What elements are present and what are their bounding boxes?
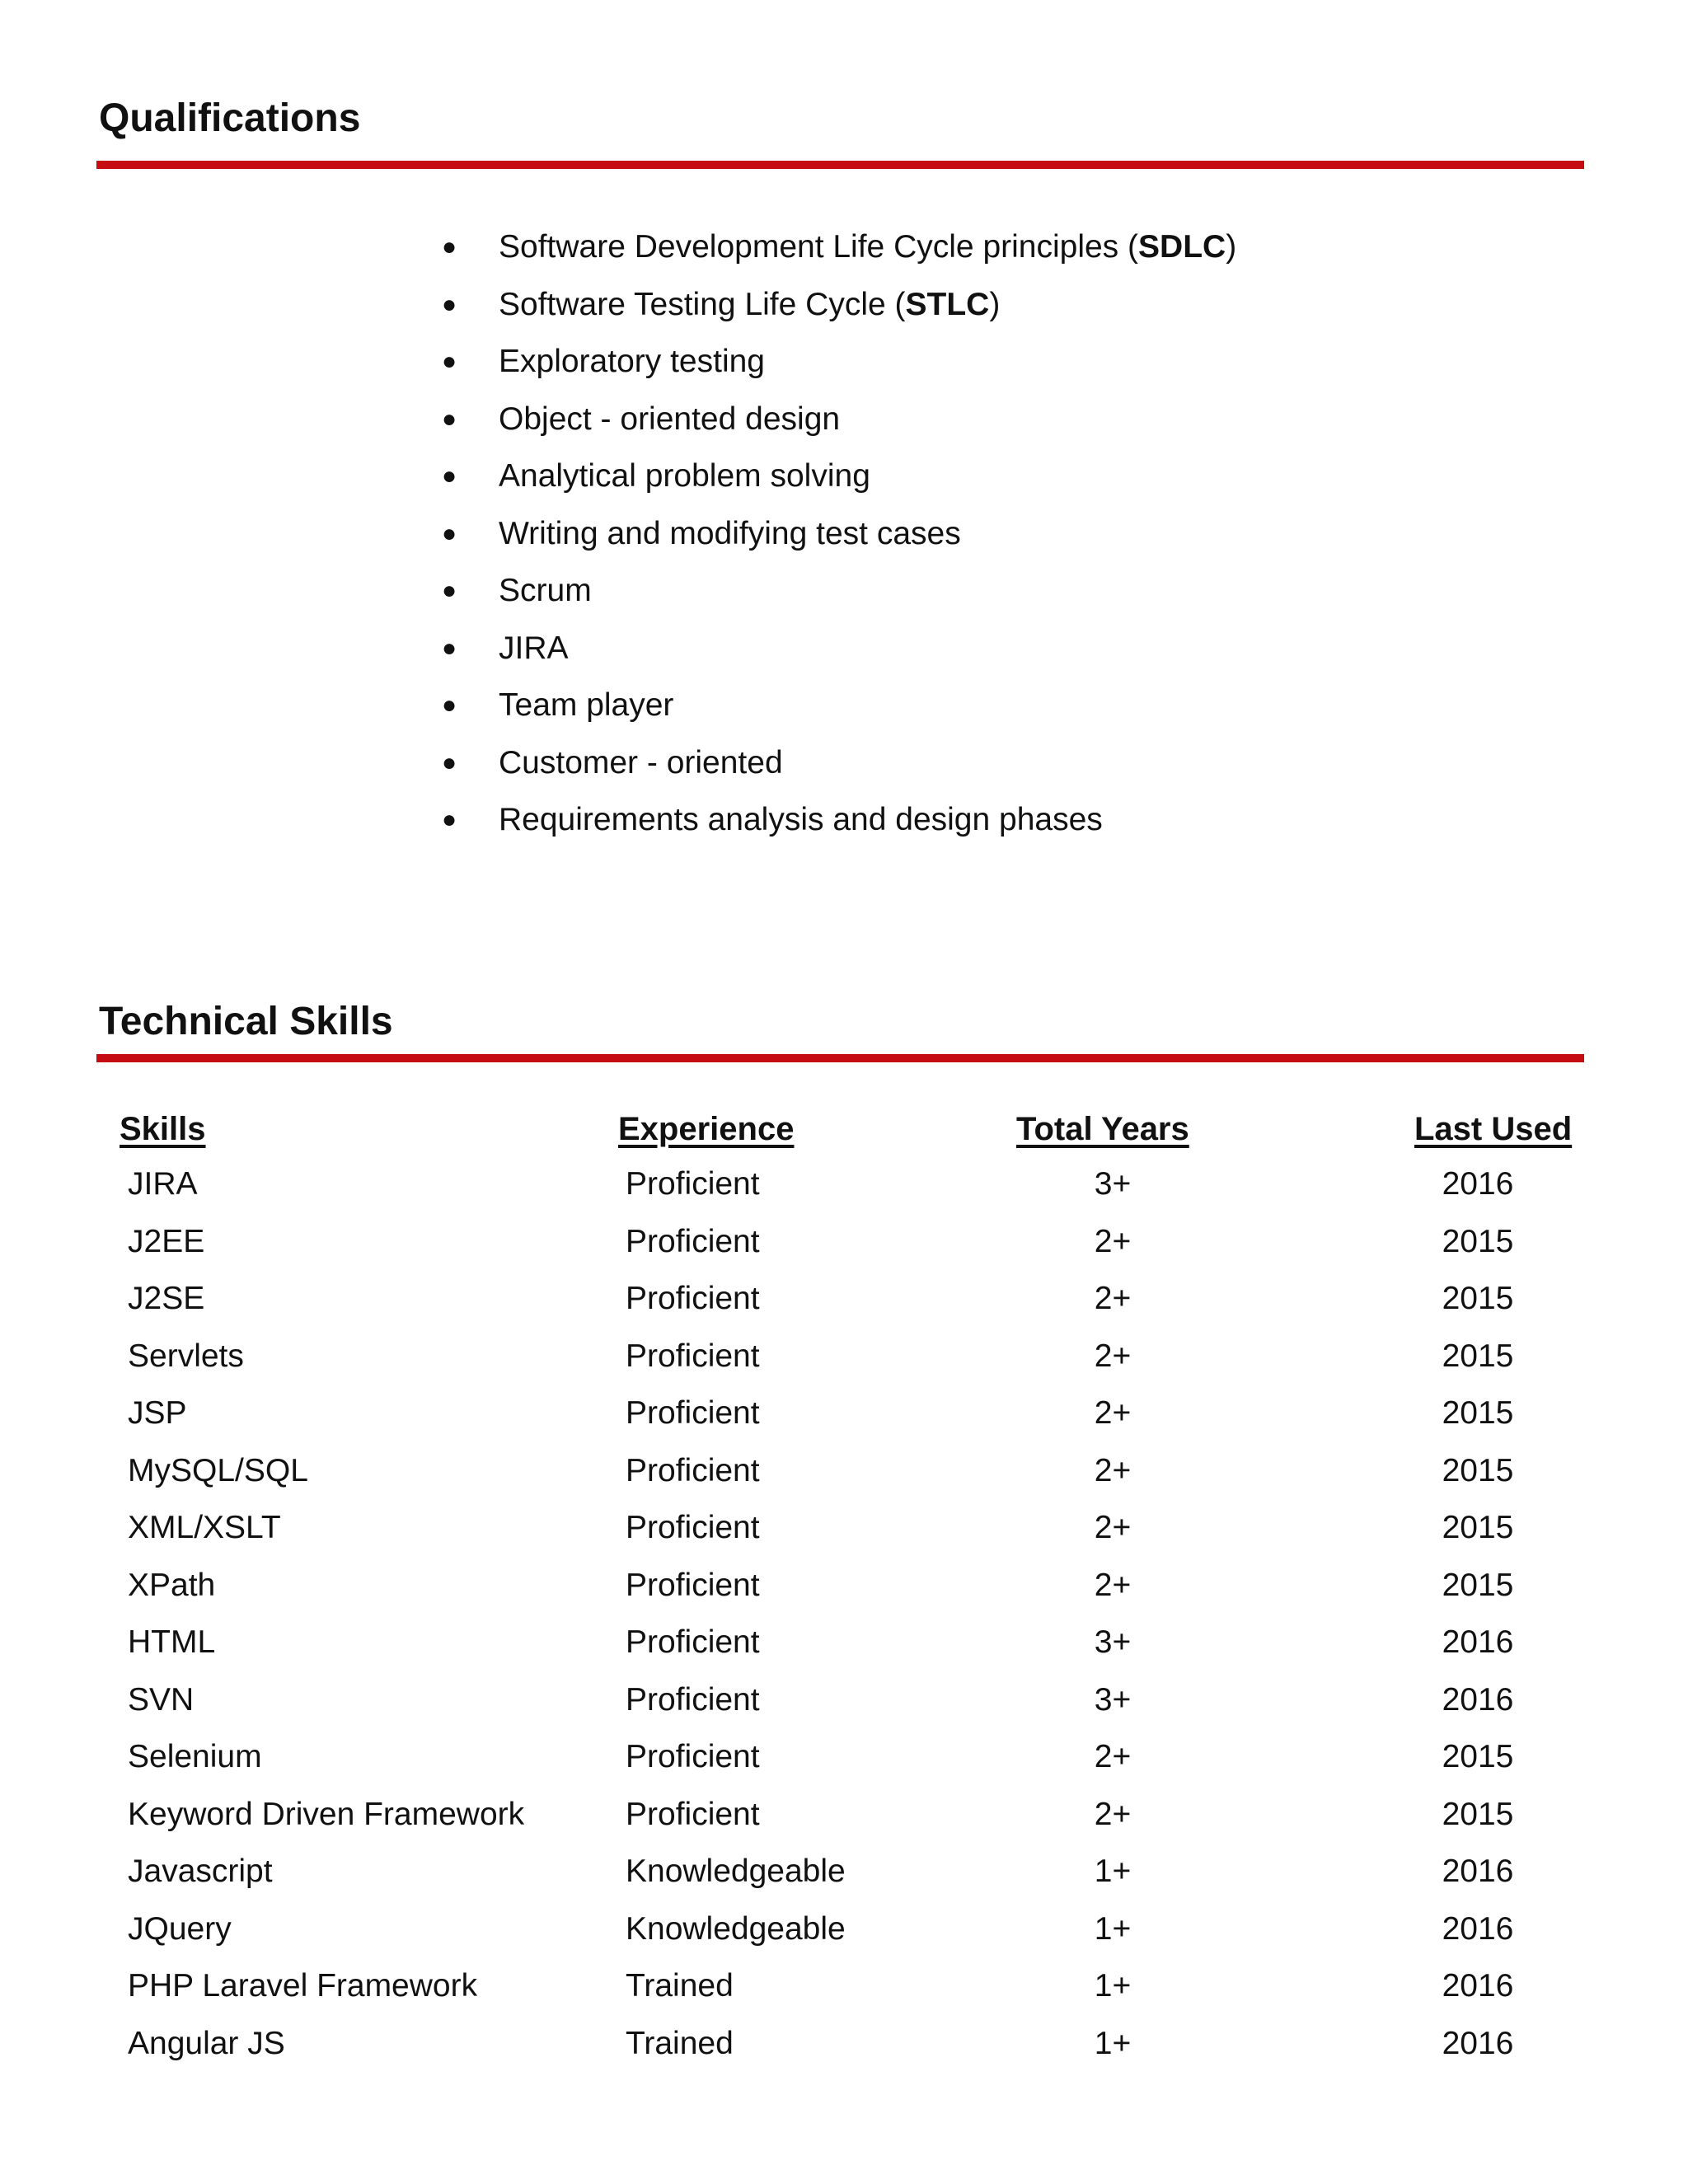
- qualification-text: [499, 627, 569, 670]
- qualification-text-part: Analytical problem solving: [499, 458, 870, 494]
- skill-last-used: 2016: [1442, 1166, 1514, 1202]
- table-row: [0, 1736, 1688, 1793]
- qualification-acronym: STLC: [905, 286, 990, 322]
- bullet-icon: ●: [442, 748, 457, 776]
- skill-name: JSP: [128, 1395, 187, 1431]
- table-row: [0, 1908, 1688, 1966]
- bullet-icon: ●: [442, 462, 457, 490]
- skill-total-years: 2+: [1094, 1395, 1132, 1431]
- qualification-text: [499, 742, 783, 785]
- table-row: [0, 1621, 1688, 1679]
- skill-last-used: 2015: [1442, 1796, 1514, 1832]
- skill-name: Servlets: [128, 1338, 244, 1374]
- qualification-text-part: Customer - oriented: [499, 744, 783, 780]
- qualification-text-part: Exploratory testing: [499, 344, 765, 379]
- skill-last-used: 2015: [1442, 1567, 1514, 1603]
- skill-name: XPath: [128, 1567, 216, 1603]
- qualification-text: [499, 340, 765, 383]
- table-row: [0, 1850, 1688, 1908]
- skill-total-years: 3+: [1094, 1166, 1132, 1202]
- qualification-text-part: Team player: [499, 687, 674, 723]
- skill-experience: Proficient: [626, 1739, 760, 1774]
- qualification-text-part: Writing and modifying test cases: [499, 515, 961, 551]
- qualification-text-part: Scrum: [499, 573, 592, 608]
- qualification-text-part: ): [989, 286, 1001, 322]
- skill-experience: Proficient: [626, 1281, 760, 1316]
- technical-skills-divider: [96, 1054, 1584, 1062]
- qualification-text-part: JIRA: [499, 630, 569, 666]
- skill-last-used: 2015: [1442, 1452, 1514, 1488]
- skill-last-used: 2015: [1442, 1395, 1514, 1431]
- qualification-text: [499, 684, 673, 727]
- table-row: [0, 1221, 1688, 1278]
- qualifications-title: Qualifications: [99, 96, 361, 140]
- table-row: [0, 1564, 1688, 1622]
- qualification-text: [499, 226, 1236, 269]
- bullet-icon: ●: [442, 290, 457, 318]
- skill-experience: Knowledgeable: [626, 1854, 846, 1889]
- bullet-icon: ●: [442, 634, 457, 662]
- skill-experience: Proficient: [626, 1395, 760, 1431]
- skill-total-years: 1+: [1094, 1854, 1132, 1889]
- qualification-text: [499, 284, 1000, 326]
- skill-total-years: 3+: [1094, 1624, 1132, 1660]
- skill-total-years: 2+: [1094, 1796, 1132, 1832]
- table-row: [0, 1965, 1688, 2022]
- skill-total-years: 1+: [1094, 2025, 1132, 2061]
- bullet-icon: ●: [442, 577, 457, 604]
- bullet-icon: ●: [442, 519, 457, 547]
- skill-name: SVN: [128, 1681, 195, 1718]
- qualification-text: [499, 513, 961, 555]
- skill-experience: Knowledgeable: [626, 1910, 846, 1947]
- technical-skills-title: Technical Skills: [99, 1000, 393, 1043]
- skill-last-used: 2015: [1442, 1739, 1514, 1774]
- column-header-experience: Experience: [618, 1111, 795, 1147]
- skill-total-years: 2+: [1094, 1739, 1132, 1774]
- table-row: [0, 1507, 1688, 1564]
- skill-experience: Trained: [626, 1968, 734, 2004]
- skill-last-used: 2016: [1442, 1910, 1514, 1947]
- column-header-skills: Skills: [120, 1111, 206, 1147]
- qualification-text-part: Software Development Life Cycle principles (: [499, 229, 1139, 265]
- skill-experience: Proficient: [626, 1796, 760, 1832]
- skill-name: MySQL/SQL: [128, 1452, 308, 1488]
- table-row: [0, 1277, 1688, 1335]
- bullet-icon: ●: [442, 691, 457, 719]
- skill-last-used: 2016: [1442, 2025, 1514, 2061]
- skill-total-years: 1+: [1094, 1910, 1132, 1947]
- bullet-icon: ●: [442, 348, 457, 375]
- qualification-text: [499, 569, 592, 612]
- skill-last-used: 2016: [1442, 1624, 1514, 1660]
- skill-experience: Proficient: [626, 1681, 760, 1718]
- skill-total-years: 2+: [1094, 1338, 1132, 1374]
- skill-total-years: 2+: [1094, 1567, 1132, 1603]
- skill-total-years: 2+: [1094, 1510, 1132, 1545]
- skill-name: J2EE: [128, 1223, 205, 1259]
- column-header-last-used: Last Used: [1414, 1111, 1573, 1147]
- skill-last-used: 2016: [1442, 1854, 1514, 1889]
- bullet-icon: ●: [442, 806, 457, 833]
- qualification-text: [499, 455, 870, 498]
- table-row: [0, 1793, 1688, 1851]
- qualification-acronym: SDLC: [1138, 229, 1226, 265]
- skill-name: Javascript: [128, 1854, 273, 1889]
- skill-name: XML/XSLT: [128, 1510, 281, 1545]
- qualification-text-part: Software Testing Life Cycle (: [499, 286, 906, 322]
- skill-name: Angular JS: [128, 2025, 285, 2061]
- skill-last-used: 2015: [1442, 1223, 1514, 1259]
- skill-last-used: 2015: [1442, 1338, 1514, 1374]
- table-row: [0, 1392, 1688, 1450]
- skill-total-years: 2+: [1094, 1452, 1132, 1488]
- skill-experience: Proficient: [626, 1166, 760, 1202]
- skill-last-used: 2015: [1442, 1281, 1514, 1316]
- skill-last-used: 2015: [1442, 1510, 1514, 1545]
- skill-experience: Proficient: [626, 1452, 760, 1488]
- qualification-text-part: ): [1226, 229, 1237, 265]
- skill-total-years: 2+: [1094, 1223, 1132, 1259]
- skill-experience: Proficient: [626, 1338, 760, 1374]
- qualifications-divider: [96, 161, 1584, 169]
- qualification-text-part: Object - oriented design: [499, 401, 841, 437]
- qualification-text: [499, 799, 1103, 841]
- skill-name: PHP Laravel Framework: [128, 1968, 478, 2004]
- skill-experience: Trained: [626, 2025, 734, 2061]
- table-row: [0, 2022, 1688, 2080]
- skill-name: Keyword Driven Framework: [128, 1796, 525, 1832]
- skill-last-used: 2016: [1442, 1681, 1514, 1718]
- skill-total-years: 1+: [1094, 1968, 1132, 2004]
- skill-experience: Proficient: [626, 1567, 760, 1603]
- skill-experience: Proficient: [626, 1223, 760, 1259]
- skill-last-used: 2016: [1442, 1968, 1514, 2004]
- table-row: [0, 1335, 1688, 1393]
- skill-experience: Proficient: [626, 1624, 760, 1660]
- table-row: [0, 1679, 1688, 1736]
- qualification-text: [499, 398, 840, 441]
- skill-total-years: 2+: [1094, 1281, 1132, 1316]
- table-row: [0, 1163, 1688, 1221]
- skill-total-years: 3+: [1094, 1681, 1132, 1718]
- bullet-icon: ●: [442, 405, 457, 433]
- column-header-total-years: Total Years: [1016, 1111, 1189, 1147]
- skill-name: HTML: [128, 1624, 216, 1660]
- skill-name: J2SE: [128, 1281, 205, 1316]
- skill-name: JQuery: [128, 1910, 232, 1947]
- skill-name: JIRA: [128, 1166, 198, 1202]
- bullet-icon: ●: [442, 233, 457, 260]
- qualification-text-part: Requirements analysis and design phases: [499, 802, 1103, 837]
- skill-experience: Proficient: [626, 1510, 760, 1545]
- skill-name: Selenium: [128, 1739, 262, 1774]
- table-row: [0, 1450, 1688, 1507]
